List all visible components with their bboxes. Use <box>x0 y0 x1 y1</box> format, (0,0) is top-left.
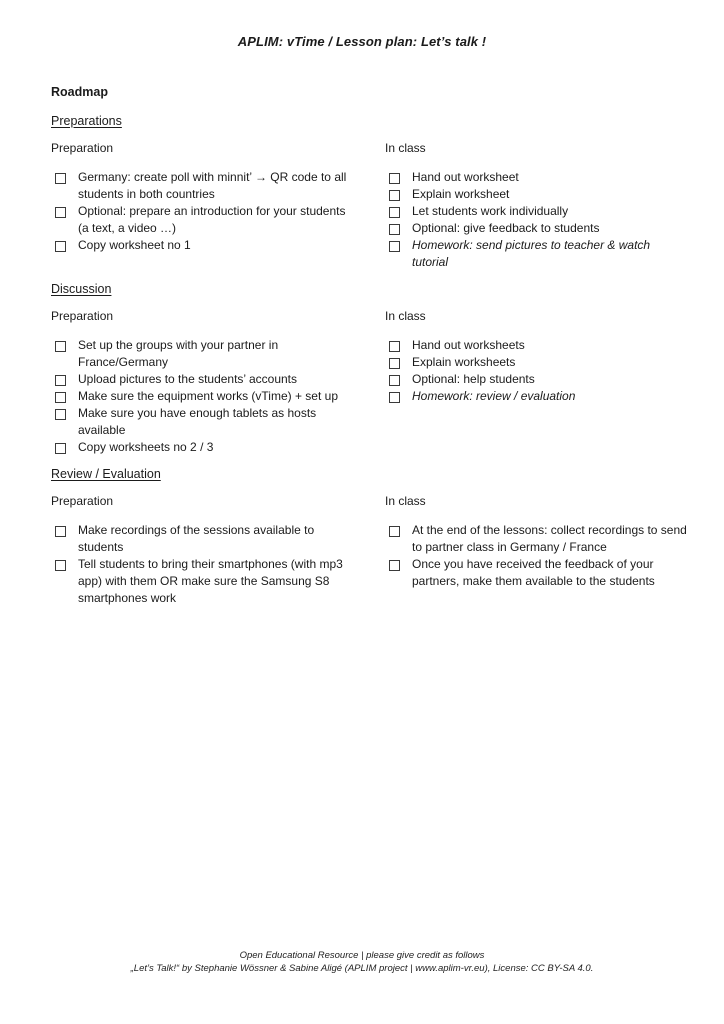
checklist <box>51 522 356 607</box>
checklist-item <box>51 388 356 405</box>
checkbox-icon <box>389 224 400 235</box>
section-heading: Preparations <box>51 114 122 128</box>
checklist <box>51 337 356 456</box>
checklist-item-text: Explain worksheet <box>412 187 510 201</box>
checklist-item-text: Set up the groups with your partner in France/Germany <box>78 338 279 369</box>
checkbox-icon <box>55 375 66 386</box>
checklist-item-text: Copy worksheet no 1 <box>78 238 191 252</box>
section <box>51 466 691 607</box>
checklist-item <box>51 439 356 456</box>
checklist-item <box>385 556 688 590</box>
checklist-item-text: Copy worksheets no 2 / 3 <box>78 440 214 454</box>
checkbox-icon <box>389 341 400 352</box>
checkbox-icon <box>55 409 66 420</box>
column-header: Preparation <box>51 141 114 155</box>
column <box>385 140 688 271</box>
checklist-item <box>385 186 688 203</box>
checklist-item-text: Make sure you have enough tablets as hosts available <box>78 406 317 437</box>
column-header: In class <box>385 141 426 155</box>
checklist <box>385 169 688 271</box>
checklist-item <box>385 371 688 388</box>
checklist-item <box>51 237 356 254</box>
section <box>51 113 691 271</box>
checklist-item-text: Explain worksheets <box>412 355 516 369</box>
column <box>385 308 688 405</box>
checklist-item <box>385 237 688 271</box>
checkbox-icon <box>389 190 400 201</box>
checklist-item <box>385 203 688 220</box>
checklist-item-text: Tell students to bring their smartphones (with mp3 app) with them OR make sure the Samsung S8 smartphones work <box>78 557 343 605</box>
checkbox-icon <box>389 526 400 537</box>
checklist-item-text: Optional: give feedback to students <box>412 221 600 235</box>
column-header: Preparation <box>51 309 114 323</box>
checklist-item-text: Once you have received the feedback of your partners, make them available to the students <box>412 557 655 588</box>
checklist-item-text: Optional: prepare an introduction for your students (a text, a video …) <box>78 204 346 235</box>
footer-credit-line: Open Educational Resource | please give credit as follows <box>239 950 485 961</box>
section-columns <box>51 308 691 456</box>
checklist-item-text: At the end of the lessons: collect recordings to send to partner class in Germany / France <box>412 523 687 554</box>
checkbox-icon <box>55 560 66 571</box>
sections <box>51 113 691 607</box>
checklist-item <box>51 371 356 388</box>
column <box>385 493 688 590</box>
checkbox-icon <box>55 526 66 537</box>
column <box>51 308 356 456</box>
checklist-item <box>385 388 688 405</box>
checkbox-icon <box>389 392 400 403</box>
section-heading: Discussion <box>51 282 112 296</box>
checkbox-icon <box>389 560 400 571</box>
column <box>51 493 356 607</box>
column-header: In class <box>385 309 426 323</box>
checklist-item <box>385 337 688 354</box>
column-header: In class <box>385 494 426 508</box>
checkbox-icon <box>389 173 400 184</box>
checklist <box>385 522 688 590</box>
roadmap-heading: Roadmap <box>51 85 108 99</box>
checklist-item <box>51 337 356 371</box>
checklist-item <box>385 220 688 237</box>
footer-license-line: „Let’s Talk!“ by Stephanie Wössner & Sabine Aligé (APLIM project | www.aplim-vr.eu), License: CC BY-SA 4.0. <box>130 962 594 974</box>
checklist-item <box>385 522 688 556</box>
checklist-item-text: Hand out worksheets <box>412 338 525 352</box>
checklist-item-text: Upload pictures to the students’ accounts <box>78 372 298 386</box>
checklist-item <box>51 203 356 237</box>
checkbox-icon <box>55 341 66 352</box>
checklist-item-text: Optional: help students <box>412 372 535 386</box>
document-title: APLIM: vTime / Lesson plan: Let’s talk ! <box>237 34 487 49</box>
column-header: Preparation <box>51 494 114 508</box>
checklist-item-text: Make sure the equipment works (vTime) + set up <box>78 389 338 403</box>
checkbox-icon <box>389 375 400 386</box>
checkbox-icon <box>55 173 66 184</box>
section <box>51 281 691 456</box>
checklist <box>385 337 688 405</box>
column <box>51 140 356 254</box>
section-heading: Review / Evaluation <box>51 467 161 481</box>
checklist-item <box>51 169 356 203</box>
checklist-item-text: Let students work individually <box>412 204 569 218</box>
document-body <box>51 84 691 607</box>
checklist-item <box>385 169 688 186</box>
section-columns <box>51 493 691 607</box>
checkbox-icon <box>389 358 400 369</box>
checklist <box>51 169 356 254</box>
checklist-item <box>385 354 688 371</box>
checklist-item <box>51 522 356 556</box>
checklist-item-text: Homework: send pictures to teacher & watch tutorial <box>412 238 651 269</box>
footer <box>0 950 724 975</box>
checkbox-icon <box>389 241 400 252</box>
checklist-item-text: Make recordings of the sessions available to students <box>78 523 315 554</box>
checkbox-icon <box>55 207 66 218</box>
checklist-item <box>51 556 356 607</box>
checkbox-icon <box>55 443 66 454</box>
checklist-item-text: Germany: create poll with minnit’ → QR code to all students in both countries <box>78 170 347 201</box>
checkbox-icon <box>389 207 400 218</box>
checklist-item <box>51 405 356 439</box>
checklist-item-text: Homework: review / evaluation <box>412 389 576 403</box>
checkbox-icon <box>55 241 66 252</box>
checkbox-icon <box>55 392 66 403</box>
checklist-item-text: Hand out worksheet <box>412 170 519 184</box>
section-columns <box>51 140 691 271</box>
